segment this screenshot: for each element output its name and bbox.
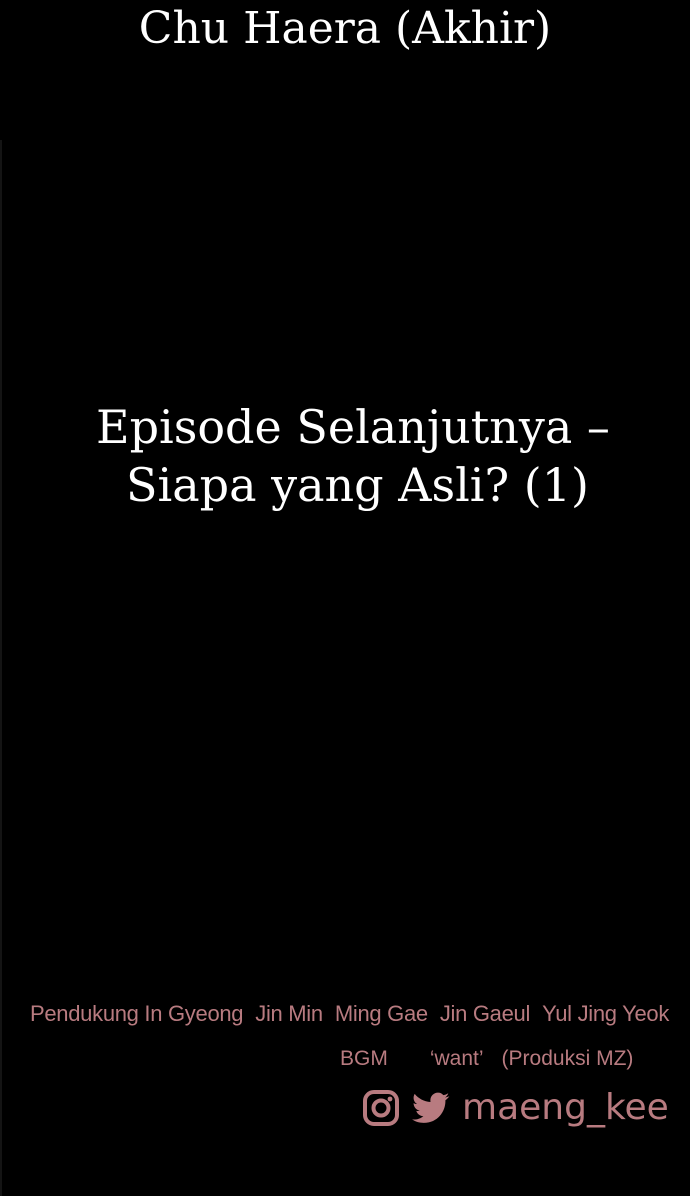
supporters-credits <box>30 998 669 1030</box>
next-episode-line-2: Siapa yang Asli? (1) <box>126 458 589 512</box>
instagram-icon[interactable] <box>362 1089 400 1127</box>
supporter-name: Ming Gae <box>334 1001 428 1026</box>
supporter-name: Jin Min <box>255 1001 323 1026</box>
twitter-icon[interactable] <box>410 1089 452 1127</box>
page-title: Chu Haera (Akhir) <box>138 3 552 54</box>
social-handle[interactable]: maeng_kee <box>462 1087 669 1128</box>
bgm-label: BGM <box>340 1047 388 1070</box>
social-links <box>362 1086 669 1130</box>
bgm-credit <box>340 1044 633 1074</box>
next-episode-line-1: Episode Selanjutnya – <box>96 400 610 454</box>
left-border <box>0 140 2 1196</box>
bgm-producer: (Produksi MZ) <box>501 1047 634 1070</box>
supporter-name: Yul Jing Yeok <box>542 1001 670 1026</box>
supporter-name: Jin Gaeul <box>439 1001 531 1026</box>
supporter-name: Pendukung In Gyeong <box>30 1001 244 1026</box>
bgm-song: ‘want’ <box>429 1047 484 1070</box>
